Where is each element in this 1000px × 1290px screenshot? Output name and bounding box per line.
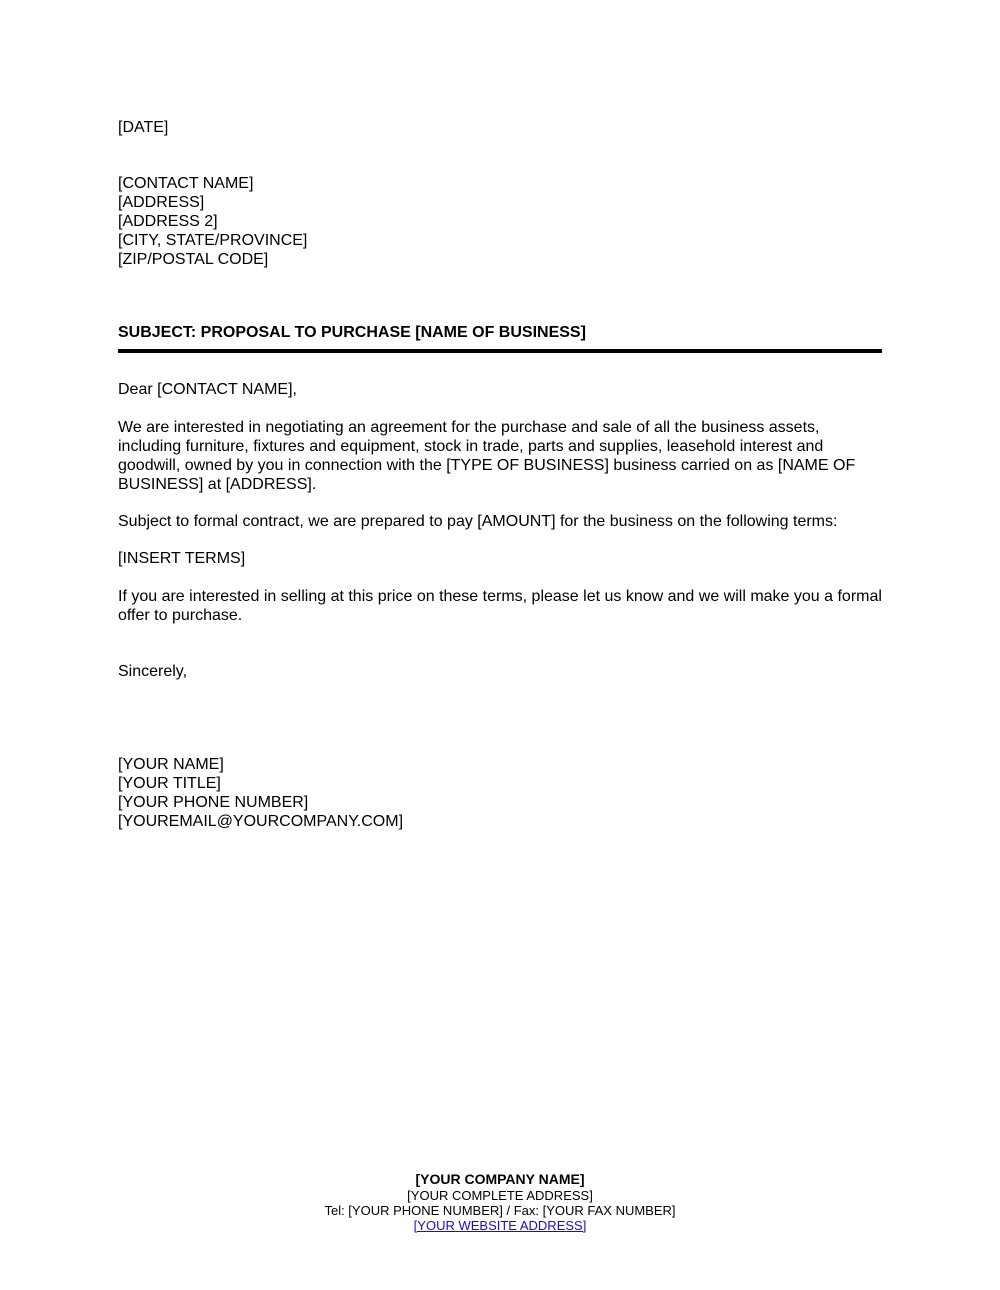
recipient-zip: [ZIP/POSTAL CODE] (118, 251, 269, 268)
body-paragraph-1: We are interested in negotiating an agreement for the purchase and sale of all the business assets, including furniture, fixtures and equipment, stock in trade, parts and supplies, leasehold interest and goodwill, owned by you in connection with the [TYPE OF BUSINESS] business carried on as [NAME OF BUSINESS] at [ADDRESS]. (118, 419, 856, 493)
signature-name: [YOUR NAME] (118, 756, 224, 773)
subject-divider (118, 349, 882, 353)
footer-website-row (0, 1218, 1000, 1233)
footer-address: [YOUR COMPLETE ADDRESS] (407, 1188, 593, 1203)
letter-date: [DATE] (118, 119, 169, 136)
recipient-address: [ADDRESS] (118, 194, 205, 211)
footer-company-name: [YOUR COMPANY NAME] (415, 1171, 585, 1187)
subject-line: SUBJECT: PROPOSAL TO PURCHASE [NAME OF BUSINESS] (118, 324, 586, 341)
recipient-address-2: [ADDRESS 2] (118, 213, 218, 230)
body-paragraph-3: If you are interested in selling at this price on these terms, please let us know and we will make you a formal offer to purchase. (118, 588, 882, 624)
signature-phone: [YOUR PHONE NUMBER] (118, 794, 309, 811)
signature-email: [YOUREMAIL@YOURCOMPANY.COM] (118, 813, 404, 830)
recipient-contact-name: [CONTACT NAME] (118, 175, 254, 192)
footer-website-link[interactable]: [YOUR WEBSITE ADDRESS] (413, 1218, 587, 1233)
body-paragraph-2: Subject to formal contract, we are prepared to pay [AMOUNT] for the business on the following terms: (118, 513, 838, 530)
recipient-city-state: [CITY, STATE/PROVINCE] (118, 232, 308, 249)
body-paragraph-terms: [INSERT TERMS] (118, 550, 246, 567)
signature-title: [YOUR TITLE] (118, 775, 221, 792)
footer-contact: Tel: [YOUR PHONE NUMBER] / Fax: [YOUR FAX NUMBER] (324, 1203, 676, 1218)
salutation: Dear [CONTACT NAME], (118, 381, 297, 398)
closing: Sincerely, (118, 663, 188, 680)
